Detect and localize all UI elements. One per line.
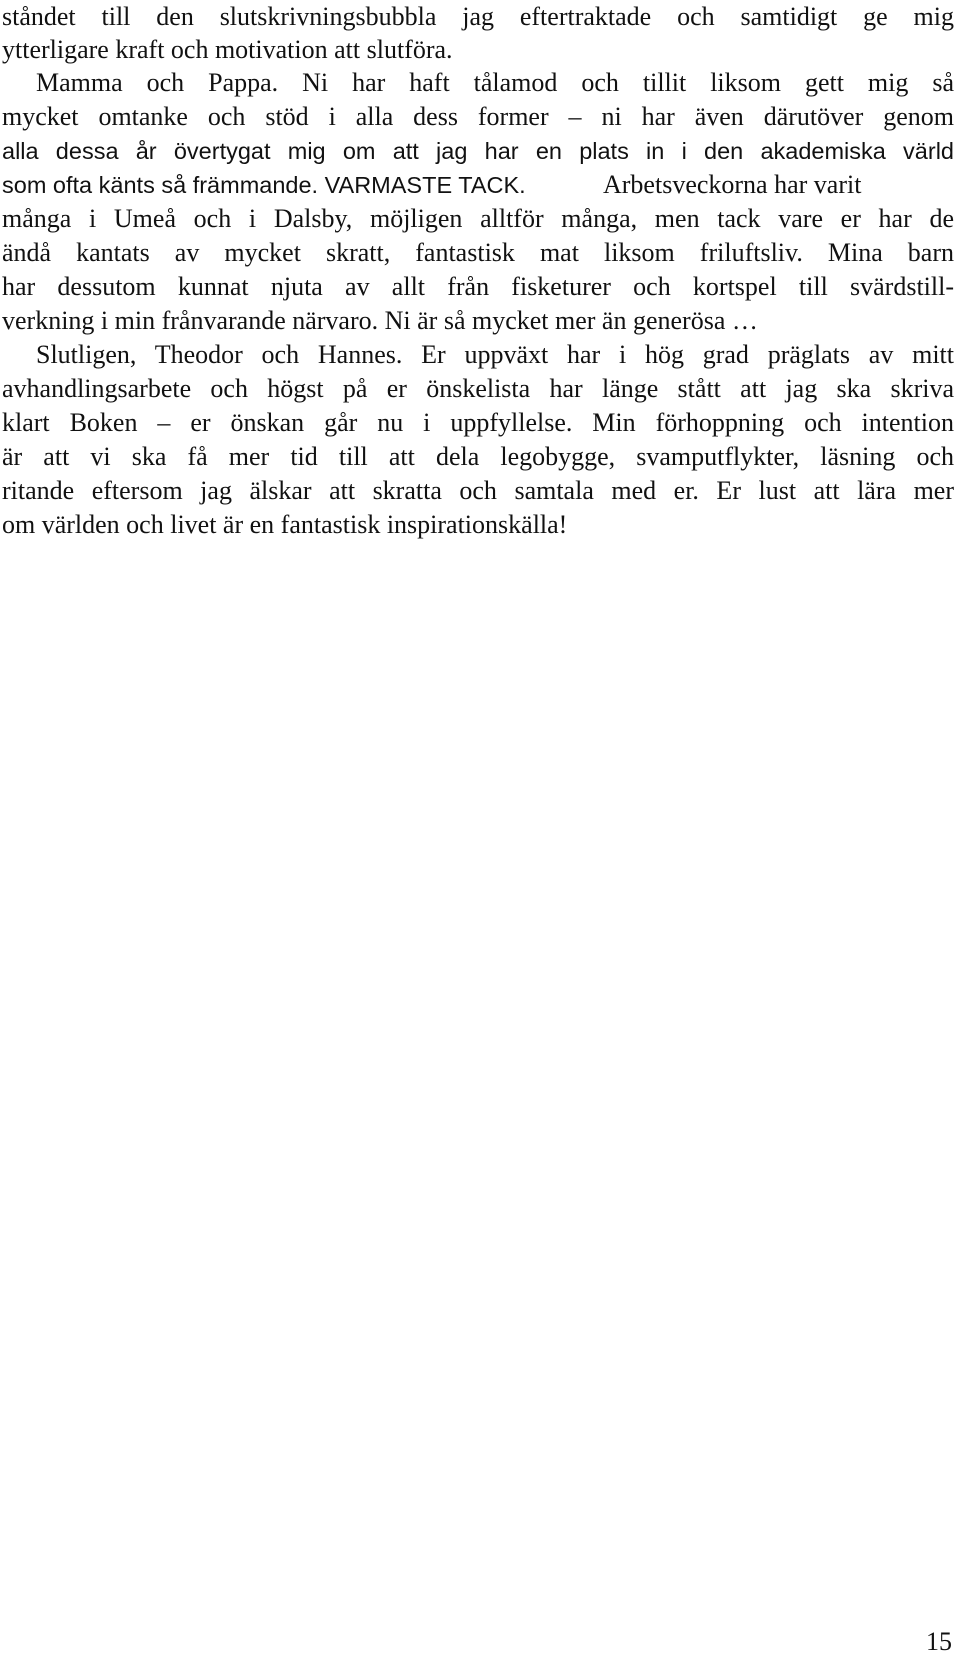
text-line: har dessutom kunnat njuta av allt från fisketurer och kortspel till svärdstill- xyxy=(2,272,954,301)
text-line: Mamma och Pappa. Ni har haft tålamod och tillit liksom gett mig så xyxy=(36,68,954,97)
text-line: ytterligare kraft och motivation att slutföra. xyxy=(2,35,453,64)
text-line: ståndet till den slutskrivningsbubbla jag eftertraktade och samtidigt ge mig xyxy=(2,2,954,31)
text-line: avhandlingsarbete och högst på er önskelista har länge stått att jag ska skriva xyxy=(2,374,954,403)
text-line: ritande eftersom jag älskar att skratta och samtala med er. Er lust att lära mer xyxy=(2,476,954,505)
text-line: många i Umeå och i Dalsby, möjligen alltför många, men tack vare er har de xyxy=(2,204,954,233)
text-line: ändå kantats av mycket skratt, fantastisk mat liksom friluftsliv. Mina barn xyxy=(2,238,954,267)
text-line: är att vi ska få mer tid till att dela legobygge, svamputflykter, läsning och xyxy=(2,442,954,471)
text-line: Arbetsveckorna har varit xyxy=(603,170,862,199)
text-line: alla dessa år övertygat mig om att jag har en plats in i den akademiska värld xyxy=(2,138,954,164)
text-line: som ofta känts så främmande. VARMASTE TACK. xyxy=(2,172,526,198)
text-line: Slutligen, Theodor och Hannes. Er uppväxt har i hög grad präglats av mitt xyxy=(36,340,954,369)
page-number: 15 xyxy=(926,1627,952,1656)
text-line: om världen och livet är en fantastisk inspirationskälla! xyxy=(2,510,568,539)
text-line: verkning i min frånvarande närvaro. Ni är så mycket mer än generösa … xyxy=(2,306,758,335)
text-line: klart Boken – er önskan går nu i uppfyllelse. Min förhoppning och intention xyxy=(2,408,954,437)
text-line: mycket omtanke och stöd i alla dess former – ni har även därutöver genom xyxy=(2,102,954,131)
